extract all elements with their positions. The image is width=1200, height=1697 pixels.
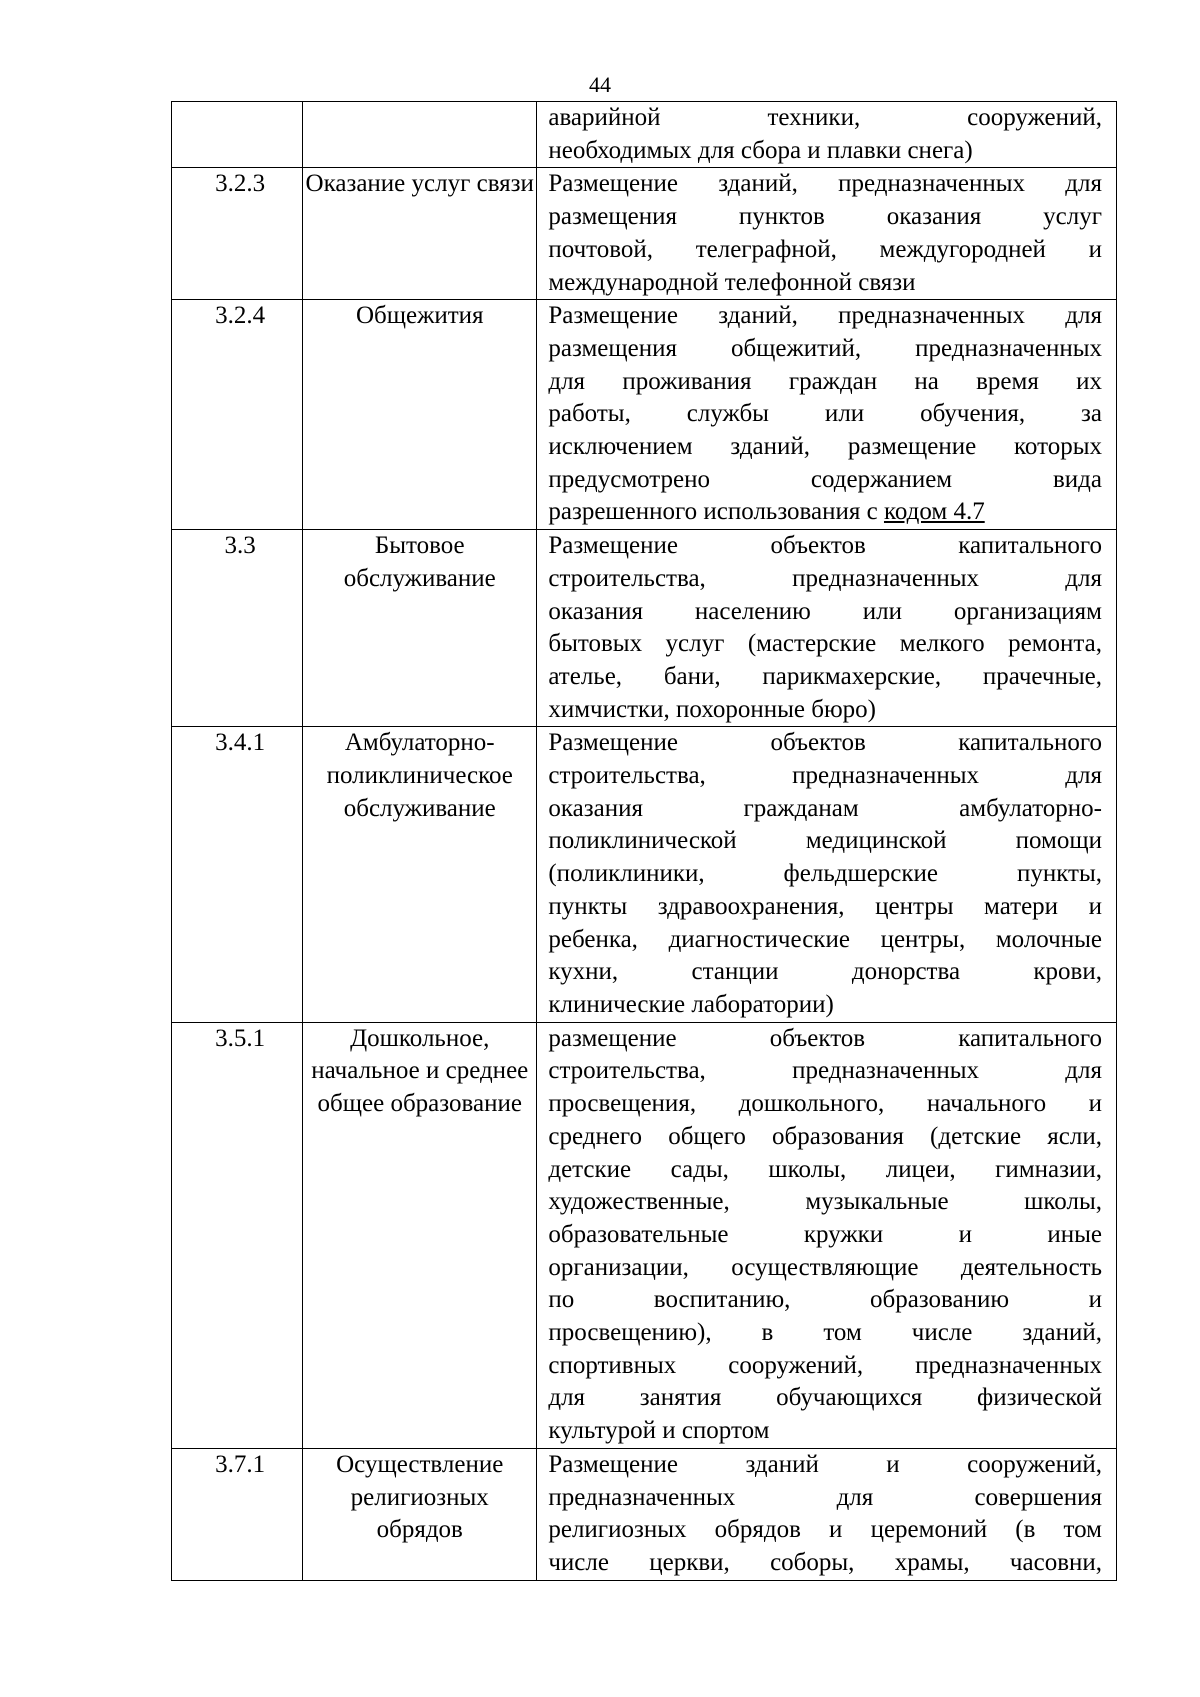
description-line: Размещение зданий и сооружений, — [548, 1450, 1102, 1478]
name-cell: Дошкольное, начальное и среднее общее образование — [303, 1022, 537, 1448]
description-cell — [537, 102, 1117, 168]
name-cell: Осуществление религиозных обрядов — [303, 1448, 537, 1580]
description-line: для проживания граждан на время их — [548, 367, 1102, 395]
code-cell: 3.2.3 — [172, 168, 303, 300]
description-line: строительства, предназначенных для — [548, 1057, 1102, 1085]
description-line: организации, осуществляющие деятельность — [548, 1253, 1102, 1281]
description-line: клинические лаборатории) — [548, 990, 834, 1018]
code-cell — [172, 102, 303, 168]
table-row — [172, 300, 1117, 530]
description-line: предусмотрено содержанием вида — [548, 465, 1102, 493]
description-line: Размещение зданий, предназначенных для — [548, 170, 1102, 198]
description-line: размещения пунктов оказания услуг — [548, 203, 1102, 231]
description-cell — [537, 1448, 1117, 1580]
code-cell: 3.4.1 — [172, 727, 303, 1022]
table-row — [172, 102, 1117, 168]
name-cell — [303, 102, 537, 168]
description-line: кухни, станции донорства крови, — [548, 958, 1102, 986]
description-cell — [537, 727, 1117, 1022]
land-use-table — [171, 101, 1117, 1581]
description-line: международной телефонной связи — [548, 268, 916, 296]
code-cell: 3.5.1 — [172, 1022, 303, 1448]
description-line: оказания населению или организациям — [548, 597, 1102, 625]
description-line: строительства, предназначенных для — [548, 564, 1102, 592]
code-cell: 3.7.1 — [172, 1448, 303, 1580]
code-cell: 3.3 — [172, 530, 303, 727]
table-row — [172, 168, 1117, 300]
description-line: пункты здравоохранения, центры матери и — [548, 892, 1102, 920]
description-line: поликлинической медицинской помощи — [548, 827, 1102, 855]
description-line: культурой и спортом — [548, 1417, 770, 1445]
description-line: бытовых услуг (мастерские мелкого ремонта, — [548, 630, 1102, 658]
name-cell: Амбулаторно-поликлиническое обслуживание — [303, 727, 537, 1022]
description-line: среднего общего образования (детские ясли, — [548, 1122, 1102, 1150]
code-cell: 3.2.4 — [172, 300, 303, 530]
description-line: Размещение объектов капитального — [548, 729, 1102, 757]
page-number: 44 — [589, 72, 611, 97]
description-cell — [537, 300, 1117, 530]
description-line: детские сады, школы, лицеи, гимназии, — [548, 1155, 1102, 1183]
description-line: работы, службы или обучения, за — [548, 400, 1102, 428]
table-row — [172, 727, 1117, 1022]
description-line: исключением зданий, размещение которых — [548, 433, 1102, 461]
description-cell — [537, 1022, 1117, 1448]
description-line: числе церкви, соборы, храмы, часовни, — [548, 1548, 1102, 1576]
description-line: размещение объектов капитального — [548, 1024, 1102, 1052]
description-line: просвещению), в том числе зданий, — [548, 1319, 1102, 1347]
description-line — [548, 496, 1102, 529]
description-line: Размещение объектов капитального — [548, 532, 1102, 560]
description-text: разрешенного использования с — [548, 498, 884, 526]
description-line: просвещения, дошкольного, начального и — [548, 1090, 1102, 1118]
description-line: предназначенных для совершения — [548, 1483, 1102, 1511]
table-row — [172, 1448, 1117, 1580]
description-line: химчистки, похоронные бюро) — [548, 695, 876, 723]
description-line: Размещение зданий, предназначенных для — [548, 302, 1102, 330]
description-line: аварийной техники, сооружений, — [548, 104, 1102, 131]
description-line: строительства, предназначенных для — [548, 762, 1102, 790]
name-cell: Бытовое обслуживание — [303, 530, 537, 727]
description-line: ателье, бани, парикмахерские, прачечные, — [548, 662, 1102, 690]
description-line: необходимых для сбора и плавки снега) — [548, 136, 973, 164]
name-cell: Общежития — [303, 300, 537, 530]
code-reference-link[interactable]: кодом 4.7 — [883, 498, 985, 526]
description-line: (поликлиники, фельдшерские пункты, — [548, 860, 1102, 888]
description-line: ребенка, диагностические центры, молочные — [548, 925, 1102, 953]
description-line: образовательные кружки и иные — [548, 1220, 1102, 1248]
description-cell — [537, 530, 1117, 727]
table-row — [172, 1022, 1117, 1448]
description-line: размещения общежитий, предназначенных — [548, 334, 1102, 362]
description-line: по воспитанию, образованию и — [548, 1286, 1102, 1314]
description-line: оказания гражданам амбулаторно- — [548, 794, 1102, 822]
description-cell — [537, 168, 1117, 300]
description-line: религиозных обрядов и церемоний (в том — [548, 1516, 1102, 1544]
name-cell: Оказание услуг связи — [303, 168, 537, 300]
description-line: почтовой, телеграфной, междугородней и — [548, 235, 1102, 263]
description-line: спортивных сооружений, предназначенных — [548, 1351, 1102, 1379]
table-row — [172, 530, 1117, 727]
description-line: художественные, музыкальные школы, — [548, 1188, 1102, 1216]
description-line: для занятия обучающихся физической — [548, 1384, 1102, 1412]
